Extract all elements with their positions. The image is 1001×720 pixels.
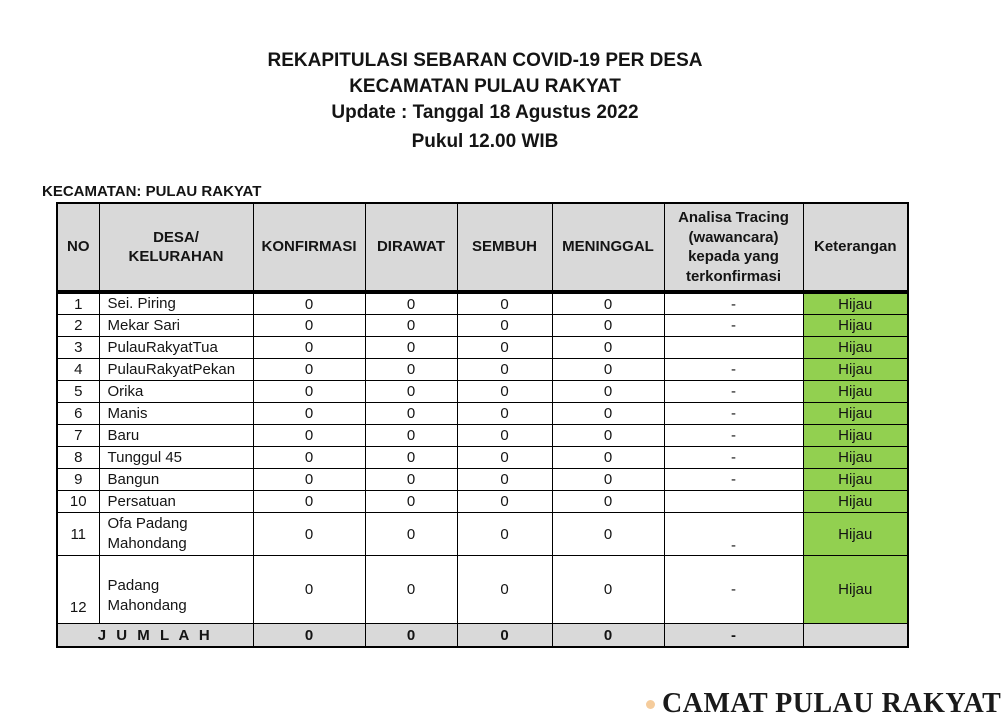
cell-desa: Tunggul 45 bbox=[99, 447, 253, 469]
cell-dirawat: 0 bbox=[365, 292, 457, 315]
cell-tracing: - bbox=[664, 469, 803, 491]
total-sembuh: 0 bbox=[457, 624, 552, 648]
cell-meninggal: 0 bbox=[552, 315, 664, 337]
cell-tracing: - bbox=[664, 403, 803, 425]
cell-tracing: - bbox=[664, 513, 803, 556]
cell-keterangan: Hijau bbox=[803, 447, 908, 469]
col-header-desa: DESA/ KELURAHAN bbox=[99, 203, 253, 292]
table-row bbox=[57, 491, 908, 513]
table-row bbox=[57, 359, 908, 381]
cell-desa: Manis bbox=[99, 403, 253, 425]
cell-no: 1 bbox=[57, 292, 99, 315]
cell-meninggal: 0 bbox=[552, 337, 664, 359]
cell-no: 11 bbox=[57, 513, 99, 556]
cell-sembuh: 0 bbox=[457, 447, 552, 469]
cell-desa: Baru bbox=[99, 425, 253, 447]
cell-keterangan: Hijau bbox=[803, 513, 908, 556]
cell-no: 8 bbox=[57, 447, 99, 469]
cell-meninggal: 0 bbox=[552, 359, 664, 381]
cell-keterangan: Hijau bbox=[803, 359, 908, 381]
cell-keterangan: Hijau bbox=[803, 292, 908, 315]
cell-keterangan: Hijau bbox=[803, 337, 908, 359]
cell-sembuh: 0 bbox=[457, 359, 552, 381]
cell-tracing: - bbox=[664, 315, 803, 337]
cell-konfirmasi: 0 bbox=[253, 403, 365, 425]
cell-sembuh: 0 bbox=[457, 425, 552, 447]
cell-konfirmasi: 0 bbox=[253, 359, 365, 381]
cell-dirawat: 0 bbox=[365, 513, 457, 556]
cell-tracing: - bbox=[664, 447, 803, 469]
cell-konfirmasi: 0 bbox=[253, 425, 365, 447]
table-row bbox=[57, 469, 908, 491]
col-header-tracing: Analisa Tracing (wawancara) kepada yang terkonfirmasi bbox=[664, 203, 803, 292]
cell-no: 7 bbox=[57, 425, 99, 447]
cell-desa: Bangun bbox=[99, 469, 253, 491]
cell-desa: Padang Mahondang bbox=[99, 556, 253, 624]
table-row bbox=[57, 315, 908, 337]
table-row bbox=[57, 337, 908, 359]
cell-sembuh: 0 bbox=[457, 513, 552, 556]
cell-no: 4 bbox=[57, 359, 99, 381]
cell-keterangan: Hijau bbox=[803, 469, 908, 491]
cell-tracing: - bbox=[664, 359, 803, 381]
cell-dirawat: 0 bbox=[365, 381, 457, 403]
title-line-2: KECAMATAN PULAU RAKYAT bbox=[349, 76, 621, 97]
col-header-dirawat: DIRAWAT bbox=[365, 203, 457, 292]
cell-konfirmasi: 0 bbox=[253, 491, 365, 513]
cell-keterangan: Hijau bbox=[803, 425, 908, 447]
cell-no: 12 bbox=[57, 556, 99, 624]
cell-desa: PulauRakyatPekan bbox=[99, 359, 253, 381]
col-header-sembuh: SEMBUH bbox=[457, 203, 552, 292]
cell-desa: Persatuan bbox=[99, 491, 253, 513]
col-header-konfirmasi: KONFIRMASI bbox=[253, 203, 365, 292]
table-row bbox=[57, 513, 908, 556]
col-header-meninggal: MENINGGAL bbox=[552, 203, 664, 292]
cell-meninggal: 0 bbox=[552, 447, 664, 469]
cell-konfirmasi: 0 bbox=[253, 513, 365, 556]
total-dirawat: 0 bbox=[365, 624, 457, 648]
cell-tracing: - bbox=[664, 425, 803, 447]
cell-no: 5 bbox=[57, 381, 99, 403]
title-line-3: Update : Tanggal 18 Agustus 2022 bbox=[331, 102, 639, 123]
table-row bbox=[57, 425, 908, 447]
table-row bbox=[57, 292, 908, 315]
total-tracing: - bbox=[664, 624, 803, 648]
cell-konfirmasi: 0 bbox=[253, 381, 365, 403]
cell-desa: Ofa Padang Mahondang bbox=[99, 513, 253, 556]
total-keterangan bbox=[803, 624, 908, 648]
cell-sembuh: 0 bbox=[457, 469, 552, 491]
cell-konfirmasi: 0 bbox=[253, 315, 365, 337]
cell-no: 6 bbox=[57, 403, 99, 425]
cell-keterangan: Hijau bbox=[803, 556, 908, 624]
cell-meninggal: 0 bbox=[552, 513, 664, 556]
cell-dirawat: 0 bbox=[365, 315, 457, 337]
cell-keterangan: Hijau bbox=[803, 315, 908, 337]
signature-title: CAMAT PULAU RAKYAT bbox=[662, 688, 1001, 719]
cell-sembuh: 0 bbox=[457, 556, 552, 624]
table-row bbox=[57, 556, 908, 624]
cell-desa: Mekar Sari bbox=[99, 315, 253, 337]
cell-no: 2 bbox=[57, 315, 99, 337]
cell-keterangan: Hijau bbox=[803, 403, 908, 425]
total-label: J U M L A H bbox=[57, 624, 253, 648]
cell-tracing: - bbox=[664, 292, 803, 315]
section-label: KECAMATAN: PULAU RAKYAT bbox=[42, 183, 262, 200]
cell-konfirmasi: 0 bbox=[253, 447, 365, 469]
col-header-no: NO bbox=[57, 203, 99, 292]
cell-tracing: - bbox=[664, 556, 803, 624]
cell-sembuh: 0 bbox=[457, 315, 552, 337]
cell-dirawat: 0 bbox=[365, 447, 457, 469]
cell-dirawat: 0 bbox=[365, 556, 457, 624]
cell-konfirmasi: 0 bbox=[253, 469, 365, 491]
cell-konfirmasi: 0 bbox=[253, 556, 365, 624]
cell-sembuh: 0 bbox=[457, 292, 552, 315]
cell-dirawat: 0 bbox=[365, 425, 457, 447]
cell-tracing bbox=[664, 337, 803, 359]
cell-meninggal: 0 bbox=[552, 292, 664, 315]
cell-meninggal: 0 bbox=[552, 469, 664, 491]
title-line-1: REKAPITULASI SEBARAN COVID-19 PER DESA bbox=[267, 50, 703, 71]
col-header-keterangan: Keterangan bbox=[803, 203, 908, 292]
cell-sembuh: 0 bbox=[457, 337, 552, 359]
cell-desa: Sei. Piring bbox=[99, 292, 253, 315]
signature-block bbox=[646, 688, 1001, 720]
title-line-4: Pukul 12.00 WIB bbox=[411, 131, 559, 152]
cell-tracing: - bbox=[664, 381, 803, 403]
covid-recap-table bbox=[56, 202, 909, 648]
highlight-dot-icon bbox=[646, 700, 655, 709]
table-row bbox=[57, 403, 908, 425]
cell-no: 3 bbox=[57, 337, 99, 359]
cell-desa: PulauRakyatTua bbox=[99, 337, 253, 359]
total-row bbox=[57, 624, 908, 648]
cell-konfirmasi: 0 bbox=[253, 292, 365, 315]
cell-dirawat: 0 bbox=[365, 337, 457, 359]
cell-meninggal: 0 bbox=[552, 425, 664, 447]
cell-keterangan: Hijau bbox=[803, 491, 908, 513]
document-title bbox=[26, 48, 944, 155]
header-row bbox=[57, 203, 908, 292]
cell-dirawat: 0 bbox=[365, 403, 457, 425]
table-row bbox=[57, 447, 908, 469]
cell-konfirmasi: 0 bbox=[253, 337, 365, 359]
cell-sembuh: 0 bbox=[457, 381, 552, 403]
cell-meninggal: 0 bbox=[552, 491, 664, 513]
cell-sembuh: 0 bbox=[457, 403, 552, 425]
total-konfirmasi: 0 bbox=[253, 624, 365, 648]
cell-no: 10 bbox=[57, 491, 99, 513]
cell-dirawat: 0 bbox=[365, 359, 457, 381]
cell-sembuh: 0 bbox=[457, 491, 552, 513]
cell-keterangan: Hijau bbox=[803, 381, 908, 403]
total-meninggal: 0 bbox=[552, 624, 664, 648]
cell-meninggal: 0 bbox=[552, 556, 664, 624]
cell-meninggal: 0 bbox=[552, 403, 664, 425]
cell-tracing bbox=[664, 491, 803, 513]
cell-dirawat: 0 bbox=[365, 469, 457, 491]
table-row bbox=[57, 381, 908, 403]
cell-dirawat: 0 bbox=[365, 491, 457, 513]
cell-no: 9 bbox=[57, 469, 99, 491]
cell-desa: Orika bbox=[99, 381, 253, 403]
cell-meninggal: 0 bbox=[552, 381, 664, 403]
